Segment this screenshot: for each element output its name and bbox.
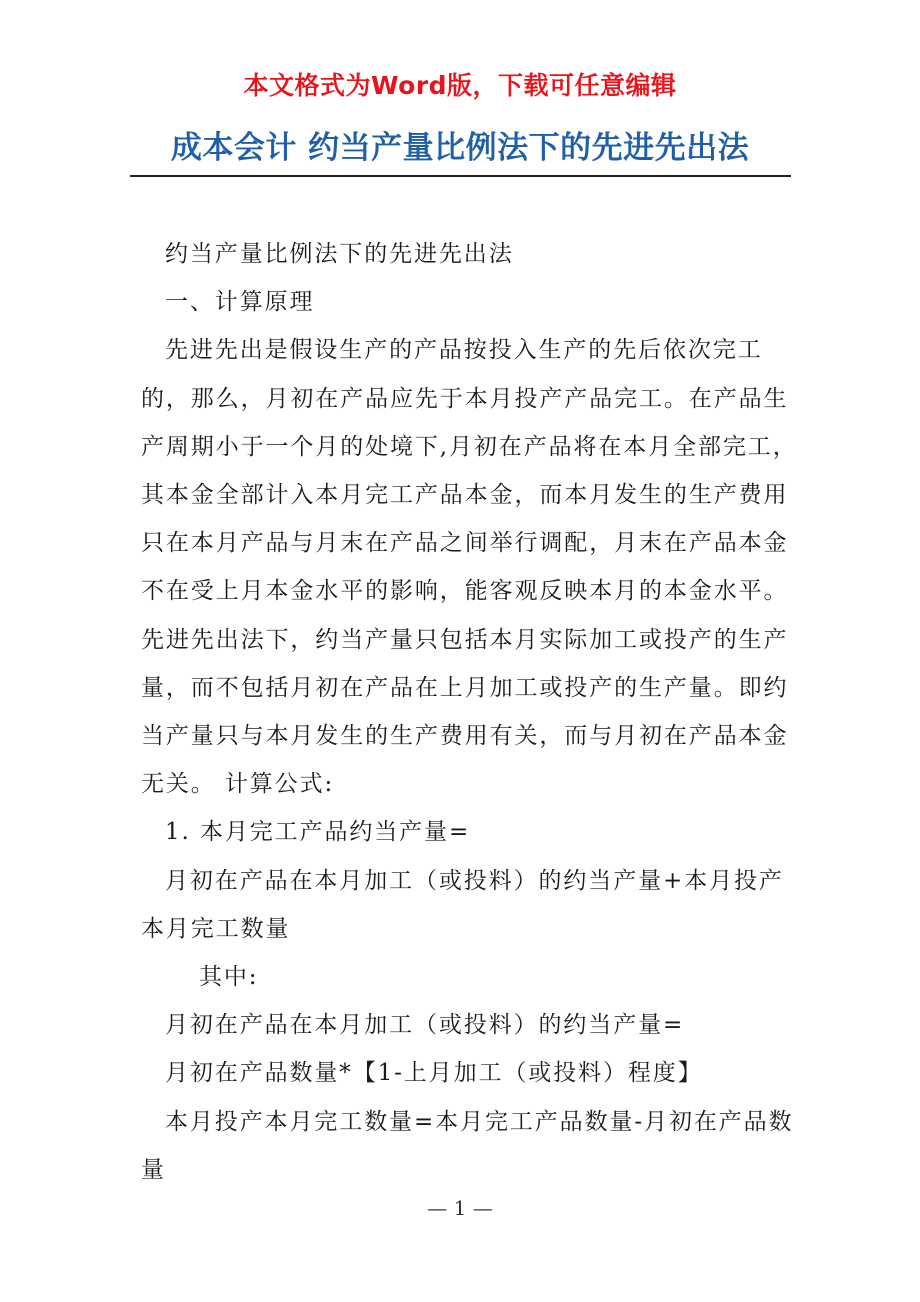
formula-completed-equivalent: 月初在产品在本月加工（或投料）的约当产量+本月投产本月完工数量 <box>141 867 784 942</box>
document-body <box>141 230 801 1194</box>
among-label: 其中: <box>199 964 259 991</box>
title-underline <box>130 175 791 177</box>
download-notice: 本文格式为Word版，下载可任意编辑 <box>243 71 677 100</box>
formula-opening-wip-quantity: 月初在产品数量*【1-上月加工（或投料）程度】 <box>165 1060 703 1087</box>
subtitle-paragraph: 约当产量比例法下的先进先出法 <box>165 241 514 267</box>
formula-opening-wip-equivalent: 月初在产品在本月加工（或投料）的约当产量= <box>165 1012 685 1039</box>
document-title: 成本会计 约当产量比例法下的先进先出法 <box>170 130 750 166</box>
section-heading: 一、计算原理 <box>165 289 315 316</box>
principle-paragraph: 先进先出是假设生产的产品按投入生产的先后依次完工的，那么，月初在产品应先于本月投产产品完工。在产品生产周期小于一个月的处境下,月初在产品将在本月全部完工，其本金全部计入本月完工产品本金，而本月发生的生产费用只在本月产品与月末在产品之间举行调配，月末在产品本金不在受上月本金水平的影响，能客观反映本月的本金水平。先进先出法下，约当产量只包括本月实际加工或投产的生产量，而不包括月初在产品在上月加工或投产的生产量。即约当产量只与本月发生的生产费用有关，而与月初在产品本金无关。 计算公式: <box>141 337 798 798</box>
formula-current-completed: 本月投产本月完工数量=本月完工产品数量-月初在产品数量 <box>141 1108 794 1183</box>
item-1-heading: 1. 本月完工产品约当产量= <box>165 819 471 846</box>
page-number: — 1 — <box>427 1196 493 1220</box>
